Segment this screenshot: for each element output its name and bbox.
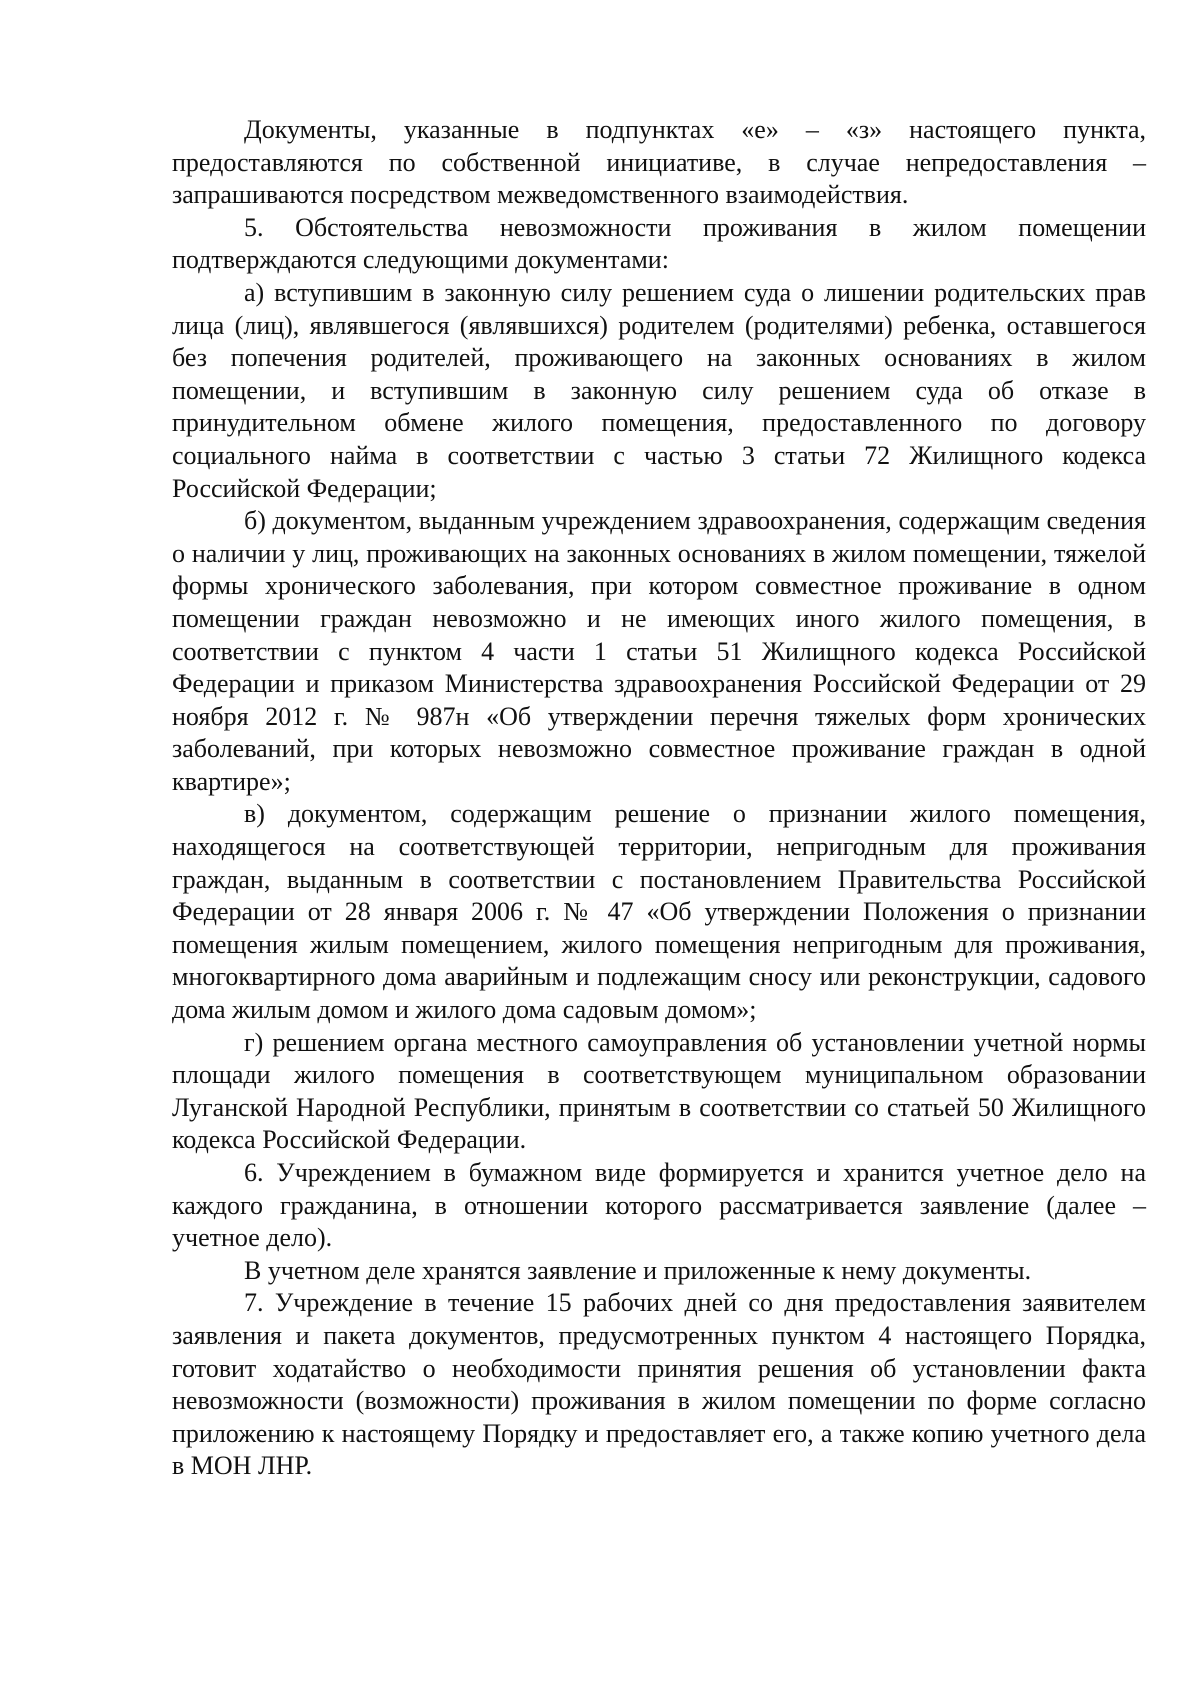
paragraph-item-6: 6. Учреждением в бумажном виде формируется и хранится учетное дело на каждого гражданина, в отношении которого рассматривается заявление (далее – учетное дело). <box>172 1158 1146 1253</box>
paragraph-subitem-g: г) решением органа местного самоуправления об установлении учетной нормы площади жилого помещения в соответствующем муниципальном образовании Луганской Народной Республики, принятым в соответствии со статьей 50 Жилищного кодекса Российской Федерации. <box>172 1027 1146 1155</box>
document-page <box>172 114 1146 1483</box>
paragraph-item-7: 7. Учреждение в течение 15 рабочих дней со дня предоставления заявителем заявления и пакета документов, предусмотренных пунктом 4 настоящего Порядка, готовит ходатайство о необходимости принятия решения об установлении факта невозможности (возможности) проживания в жилом помещении по форме согласно приложению к настоящему Порядку и предоставляет его, а также копию учетного дела в МОН ЛНР. <box>172 1288 1146 1481</box>
paragraph-case-file-contents: В учетном деле хранятся заявление и приложенные к нему документы. <box>244 1255 1032 1285</box>
paragraph-item-5: 5. Обстоятельства невозможности проживания в жилом помещении подтверждаются следующими документами: <box>172 212 1146 275</box>
paragraph-subitem-b: б) документом, выданным учреждением здравоохранения, содержащим сведения о наличии у лиц, проживающих на законных основаниях в жилом помещении, тяжелой формы хронического заболевания, при котором совместное проживание в одном помещении граждан невозможно и не имеющих иного жилого помещения, в соответствии с пунктом 4 части 1 статьи 51 Жилищного кодекса Российской Федерации и приказом Министерства здравоохранения Российской Федерации от 29 ноября 2012 г. № 987н «Об утверждении перечня тяжелых форм хронических заболеваний, при которых невозможно совместное проживание граждан в одной квартире»; <box>172 506 1146 796</box>
paragraph-subitem-a: а) вступившим в законную силу решением суда о лишении родительских прав лица (лиц), являвшегося (являвшихся) родителем (родителями) ребенка, оставшегося без попечения родителей, проживающего на законных основаниях в жилом помещении, и вступившим в законную силу решением суда об отказе в принудительном обмене жилого помещения, предоставленного по договору социального найма в соответствии с частью 3 статьи 72 Жилищного кодекса Российской Федерации; <box>172 277 1146 503</box>
paragraph-subitem-v: в) документом, содержащим решение о признании жилого помещения, находящегося на соответствующей территории, непригодным для проживания граждан, выданным в соответствии с постановлением Правительства Российской Федерации от 28 января 2006 г. № 47 «Об утверждении Положения о признании помещения жилым помещением, жилого помещения непригодным для проживания, многоквартирного дома аварийным и подлежащим сносу или реконструкции, садового дома жилым домом и жилого дома садовым домом»; <box>172 799 1146 1025</box>
paragraph-documents-note: Документы, указанные в подпунктах «е» – «з» настоящего пункта, предоставляются по собственной инициативе, в случае непредоставления – запрашиваются посредством межведомственного взаимодействия. <box>172 115 1146 210</box>
